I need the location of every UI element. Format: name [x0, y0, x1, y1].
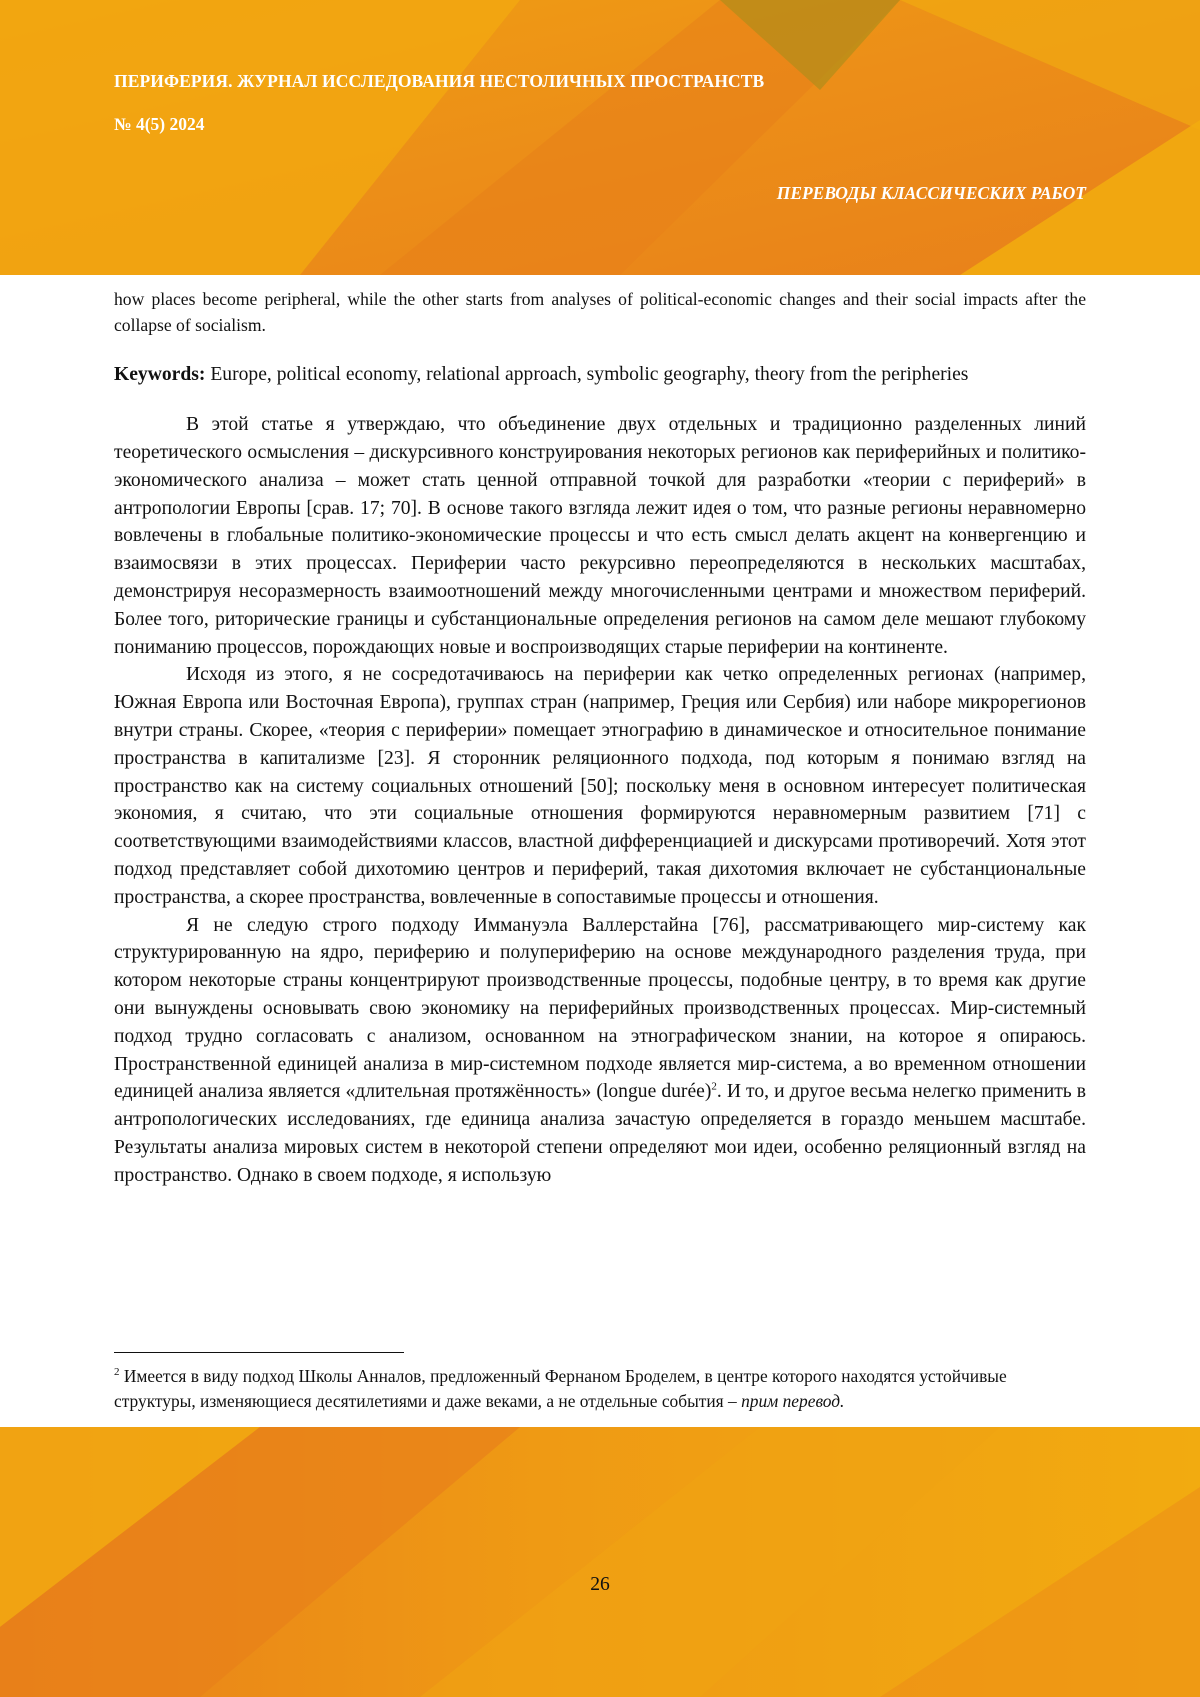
footer-band [0, 1427, 1200, 1697]
issue-number: № 4(5) 2024 [114, 114, 205, 134]
article-content [114, 287, 1086, 1190]
footnote-translator-note: прим перевод. [741, 1390, 845, 1411]
page-number: 26 [590, 1574, 610, 1595]
footer-background [0, 1427, 1200, 1697]
article-body [114, 411, 1086, 1189]
header-band [0, 0, 1200, 275]
paragraph-text: . И то, и другое весьма нелегко применить в антропологических исследованиях, где единица анализа зачастую определяется в гораздо меньшем масштабе. Результаты анализа мировых систем в некоторой степени определяют мои идеи, особенно реляционный взгляд на пространство. Однако в своем подходе, я использую [114, 1081, 1087, 1186]
paragraph-text: Я не следую строго подходу Иммануэла Валлерстайна [76], рассматривающего мир-систему как структурированную на ядро, периферию и полупериферию на основе международного разделения труда, при котором некоторые страны концентрируют производственные процессы, подобные центру, в то время как другие они вынуждены основывать свою экономику на периферийных производственных процессах. Мир-системный подход трудно согласовать с анализом, основанном на этнографическом знании, на которое я опираюсь. Пространственной единицей анализа в мир-системном подходе является мир-система, а во временном отношении единицей анализа является «длительная протяжённость» (longue durée) [114, 914, 1086, 1103]
footnote-text: Имеется в виду подход Школы Анналов, предложенный Фернаном Броделем, в центре которого находятся устойчивые структуры, изменяющиеся десятилетиями и даже веками, а не отдельные события – [114, 1366, 1007, 1411]
keywords [114, 361, 1086, 389]
keywords-label: Keywords: [114, 364, 206, 386]
section-title: ПЕРЕВОДЫ КЛАССИЧЕСКИХ РАБОТ [776, 183, 1086, 203]
footnote-divider [114, 1352, 404, 1353]
paragraph [114, 912, 1086, 1190]
footnote-number: 2 [114, 1366, 120, 1379]
paragraph: В этой статье я утверждаю, что объединение двух отдельных и традиционно разделенных линий теоретического осмысления – дискурсивного конструирования некоторых регионов как периферийных и политико-экономического анализа – может стать ценной отправной точкой для разработки «теории с периферий» в антропологии Европы [срав. 17; 70]. В основе такого взгляда лежит идея о том, что разные регионы неравномерно вовлечены в глобальные политико-экономические процессы и что есть смысл делать акцент на конвергенцию и взаимосвязи в этих процессах. Периферии часто рекурсивно переопределяются в нескольких масштабах, демонстрируя несоразмерность взаимоотношений между многочисленными центрами и множеством периферий. Более того, риторические границы и субстанциональные определения регионов на самом деле мешают глубокому пониманию процессов, порождающих новые и воспроизводящих старые периферии на континенте. [114, 414, 1086, 658]
abstract-tail: how places become peripheral, while the other starts from analyses of political-economic changes and their social impacts after the collapse of socialism. [114, 289, 1086, 335]
keywords-text: Europe, political economy, relational approach, symbolic geography, theory from the peripheries [205, 364, 969, 386]
footnote-reference[interactable]: 2 [711, 1080, 717, 1093]
header-background [0, 0, 1200, 275]
footnote [114, 1364, 1086, 1413]
journal-title: ПЕРИФЕРИЯ. ЖУРНАЛ ИССЛЕДОВАНИЯ НЕСТОЛИЧНЫХ ПРОСТРАНСТВ [114, 71, 765, 91]
paragraph: Исходя из этого, я не сосредотачиваюсь на периферии как четко определенных регионах (например, Южная Европа или Восточная Европа), группах стран (например, Греция или Сербия) или наборе микрорегионов внутри страны. Скорее, «теория с периферии» помещает этнографию в динамическое и относительное понимание пространства в капитализме [23]. Я сторонник реляционного подхода, под которым я понимаю взгляд на пространство как на систему социальных отношений [50]; поскольку меня в основном интересует политическая экономия, я считаю, что эти социальные отношения формируются неравномерным развитием [71] с соответствующими взаимодействиями классов, властной дифференциацией и дискурсами противоречий. Хотя этот подход представляет собой дихотомию центров и периферий, такая дихотомия включает не субстанциональные пространства, а скорее пространства, вовлеченные в сопоставимые процессы и отношения. [114, 664, 1086, 908]
